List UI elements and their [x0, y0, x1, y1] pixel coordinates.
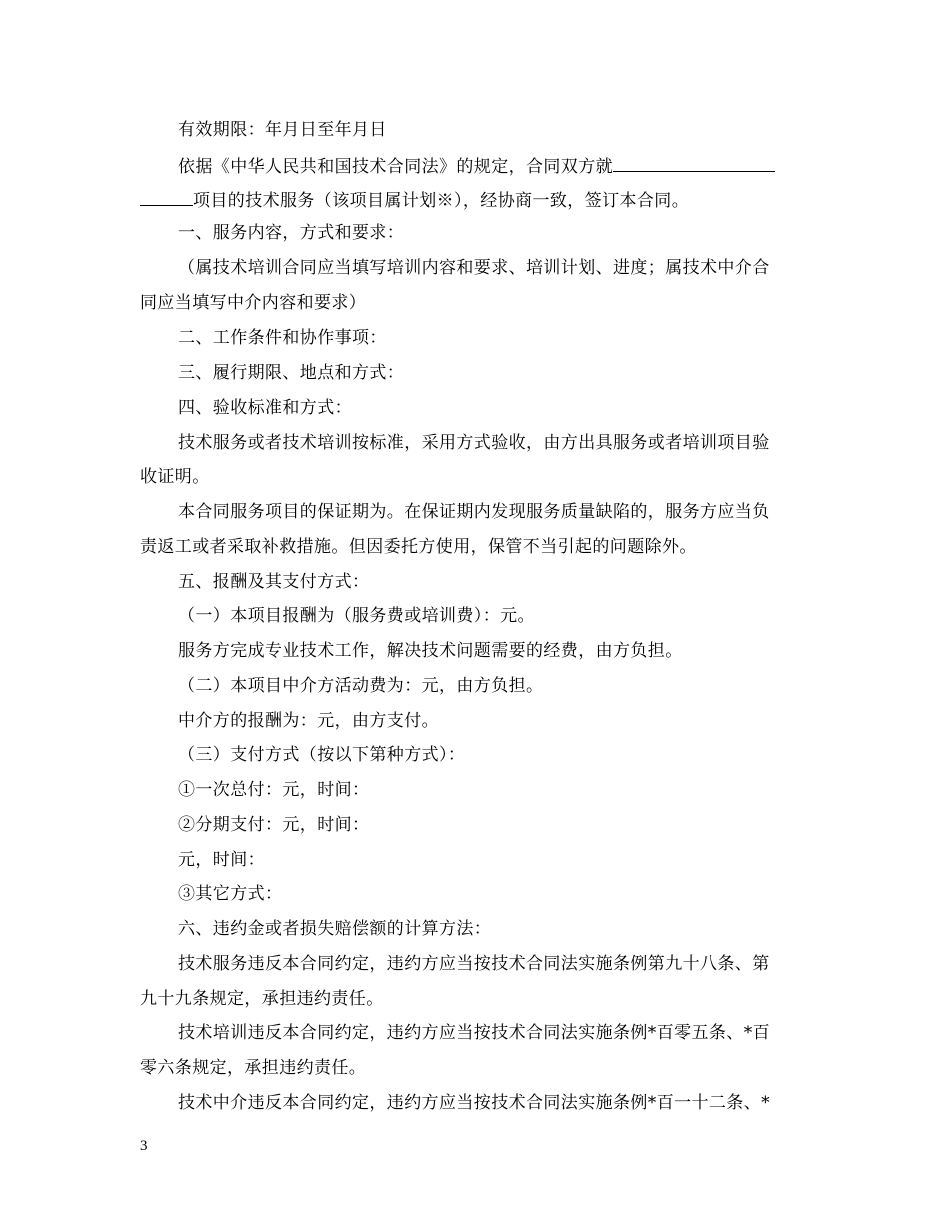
section-4-para-1-line-1: 技术服务或者技术培训按标准，采用方式验收，由方出具服务或者培训项目验	[178, 433, 770, 453]
section-6-para-3-line-1: 技术中介违反本合同约定，违约方应当按技术合同法实施条例*百一十二条、*	[178, 1093, 770, 1113]
section-4-para-1-line-2: 收证明。	[140, 467, 210, 487]
blank-underline	[613, 153, 775, 172]
section-5-item-2: （二）本项目中介方活动费为：元，由方负担。	[178, 676, 544, 696]
page-number: 3	[140, 1138, 148, 1154]
section-1-note-line-1: （属技术培训合同应当填写培训内容和要求、培训计划、进度；属技术中介合	[178, 258, 770, 278]
section-1-note-line-2: 同应当填写中介内容和要求）	[140, 293, 367, 313]
section-4-para-2-line-2: 责返工或者采取补救措施。但因委托方使用，保管不当引起的问题除外。	[140, 537, 697, 557]
section-6-para-2-line-2: 零六条规定，承担违约责任。	[140, 1058, 367, 1078]
section-4-para-2-line-1: 本合同服务项目的保证期为。在保证期内发现服务质量缺陷的，服务方应当负	[178, 502, 770, 522]
basis-intro-text: 依据《中华人民共和国技术合同法》的规定，合同双方就	[178, 157, 613, 177]
basis-line-1	[178, 153, 775, 178]
basis-line-2	[140, 187, 689, 212]
blank-underline	[140, 187, 193, 206]
section-5-title: 五、报酬及其支付方式：	[178, 572, 370, 592]
payment-option-2: ②分期支付：元，时间：	[178, 815, 370, 835]
section-6-para-1-line-2: 九十九条规定，承担违约责任。	[140, 989, 384, 1009]
section-5-item-3: （三）支付方式（按以下第种方式）：	[178, 745, 466, 765]
section-3-title: 三、履行期限、地点和方式：	[178, 363, 405, 383]
section-5-item-1: （一）本项目报酬为（服务费或培训费）：元。	[178, 606, 535, 626]
payment-option-3: ③其它方式：	[178, 884, 283, 904]
section-6-para-1-line-1: 技术服务违反本合同约定，违约方应当按技术合同法实施条例第九十八条、第	[178, 954, 770, 974]
payment-option-1: ①一次总付：元，时间：	[178, 780, 370, 800]
section-6-title: 六、违约金或者损失赔偿额的计算方法：	[178, 919, 492, 939]
section-5-item-1-note: 服务方完成专业技术工作，解决技术问题需要的经费，由方负担。	[178, 641, 683, 661]
section-1-title: 一、服务内容，方式和要求：	[178, 223, 405, 243]
basis-cont-text: 项目的技术服务（该项目属计划※），经协商一致，签订本合同。	[193, 191, 690, 211]
payment-option-2-cont: 元，时间：	[178, 850, 265, 870]
section-6-para-2-line-1: 技术培训违反本合同约定，违约方应当按技术合同法实施条例*百零五条、*百	[178, 1023, 770, 1043]
section-5-item-2-note: 中介方的报酬为：元，由方支付。	[178, 711, 439, 731]
section-2-title: 二、工作条件和协作事项：	[178, 328, 387, 348]
validity-line: 有效期限：年月日至年月日	[178, 120, 387, 140]
section-4-title: 四、验收标准和方式：	[178, 398, 352, 418]
